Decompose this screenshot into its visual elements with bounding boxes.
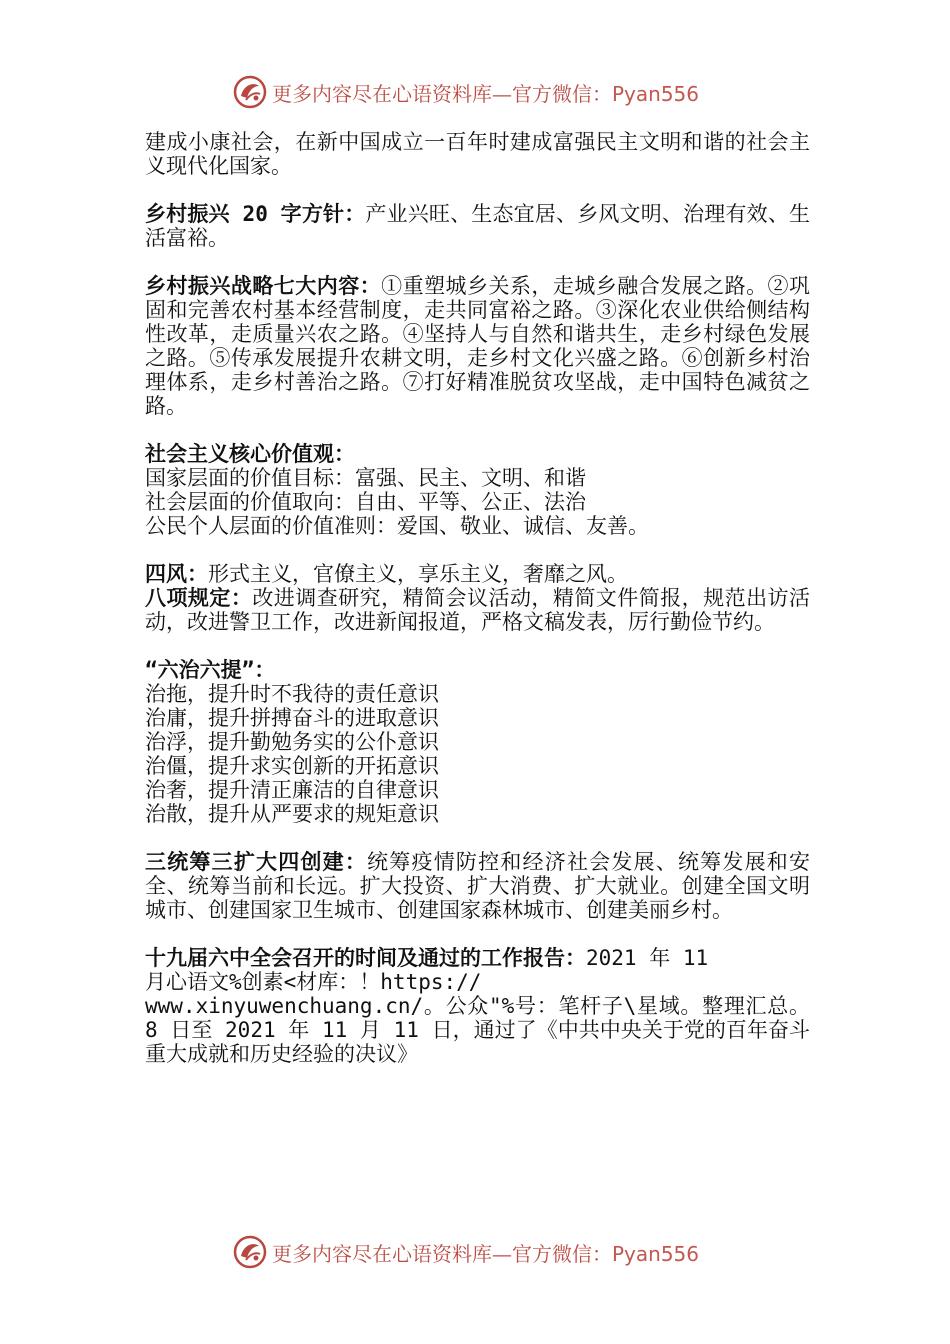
baxiang-body: 改进调查研究，精简会议活动，精简文件简报，规范出访活动，改进警卫工作，改进新闻报道，严格文稿发表，厉行勤俭节约。 (145, 586, 811, 634)
watermark-label: 更多内容尽在心语资料库—官方微信： (272, 81, 612, 106)
watermark-label: 更多内容尽在心语资料库—官方微信： (272, 1241, 612, 1266)
values-line: 公民个人层面的价值准则：爱国、敬业、诚信、友善。 (145, 514, 649, 538)
watermark-contact: Pyan556 (612, 81, 700, 106)
baxiang-paragraph (145, 586, 810, 634)
values-title: 社会主义核心价值观： (145, 442, 355, 466)
liuzhi-line: 治散，提升从严要求的规矩意识 (145, 802, 439, 826)
document-body (145, 130, 810, 1066)
rural-20-body: 产业兴旺、生态宜居、乡风文明、治理有效、生活富裕。 (145, 202, 811, 250)
rural-20-paragraph (145, 202, 810, 250)
values-line: 国家层面的价值目标：富强、民主、文明、和谐 (145, 466, 586, 490)
watermark-text (272, 78, 699, 107)
liuzhi-line: 治僵，提升求实创新的开拓意识 (145, 754, 439, 778)
sifeng-body: 形式主义，官僚主义，享乐主义，奢靡之风。 (208, 562, 628, 586)
watermark-contact: Pyan556 (612, 1241, 700, 1266)
footer-watermark (232, 1234, 732, 1270)
intro-paragraph: 建成小康社会，在新中国成立一百年时建成富强民主文明和谐的社会主义现代化国家。 (145, 130, 810, 178)
santong-body: 统筹疫情防控和经济社会发展、统筹发展和安全、统筹当前和长远。扩大投资、扩大消费、扩大就业。创建全国文明城市、创建国家卫生城市、创建国家森林城市、创建美丽乡村。 (145, 850, 811, 922)
liuzhi-line: 治奢，提升清正廉洁的自律意识 (145, 778, 439, 802)
liuzhi-line: 治拖，提升时不我待的责任意识 (145, 682, 439, 706)
plenum-title: 十九届六中全会召开的时间及通过的工作报告： (145, 946, 586, 970)
rural-7-body: ①重塑城乡关系，走城乡融合发展之路。②巩固和完善农村基本经营制度，走共同富裕之路。③深化农业供给侧结构性改革，走质量兴农之路。④坚持人与自然和谐共生，走乡村绿色发展之路。⑤传承发展提升农耕文明，走乡村文化兴盛之路。⑥创新乡村治理体系，走乡村善治之路。⑦打好精准脱贫攻坚战，走中国特色减贫之路。 (145, 274, 811, 418)
plenum-date: 2021 年 11 (586, 946, 709, 970)
santong-title: 三统筹三扩大四创建： (145, 850, 368, 874)
liuzhi-line: 治庸，提升拼搏奋斗的进取意识 (145, 706, 439, 730)
plenum-line-2: 月心语文%创素<材库：！https:// (145, 970, 482, 994)
watermark-text (272, 1238, 699, 1267)
logo-icon (232, 74, 268, 110)
santong-paragraph (145, 850, 810, 922)
liuzhi-line: 治浮，提升勤勉务实的公仆意识 (145, 730, 439, 754)
header-watermark (232, 74, 732, 110)
rural-7-paragraph (145, 274, 810, 418)
sifeng-title: 四风： (145, 562, 208, 586)
sifeng-paragraph (145, 562, 810, 586)
baxiang-title: 八项规定： (145, 586, 253, 610)
values-line: 社会层面的价值取向：自由、平等、公正、法治 (145, 490, 586, 514)
rural-7-title: 乡村振兴战略七大内容： (145, 274, 382, 298)
liuzhi-title: “六治六提”： (145, 658, 276, 682)
logo-icon (232, 1234, 268, 1270)
rural-20-title: 乡村振兴 20 字方针： (145, 202, 366, 226)
plenum-line-1 (145, 946, 810, 970)
plenum-line-3: www.xinyuwenchuang.cn/。公众"%号：笔杆子\星域。整理汇总。 8 日至 2021 年 11 月 11 日，通过了《中共中央关于党的百年奋斗重大成就和历史经验的决议》 (145, 994, 810, 1066)
